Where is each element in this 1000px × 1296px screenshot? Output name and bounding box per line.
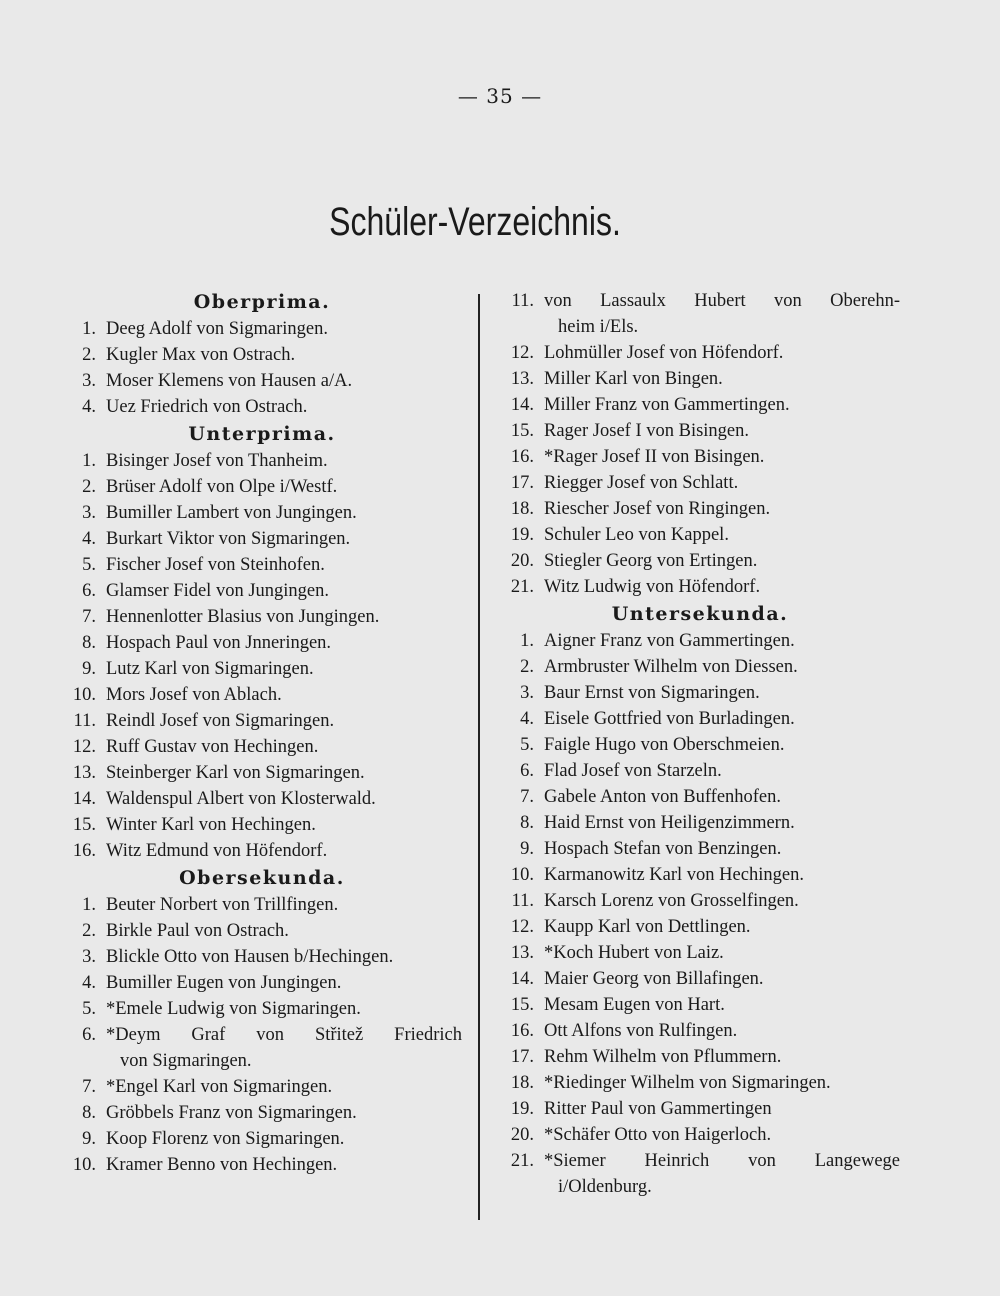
entry-text: *Koch Hubert von Laiz.: [544, 943, 724, 963]
entry-number: 2.: [520, 657, 534, 677]
entry-number: 17.: [510, 1047, 534, 1067]
column-divider: [478, 294, 480, 1220]
entry-text: Flad Josef von Starzeln.: [544, 761, 722, 781]
entry-number: 21.: [510, 577, 534, 597]
right-column: [500, 288, 900, 1200]
entry-text: Hennenlotter Blasius von Jungingen.: [106, 607, 380, 627]
list-item: [500, 366, 900, 392]
section-heading-oberprima: Oberprima.: [193, 291, 331, 313]
entry-text: Beuter Norbert von Trillfingen.: [106, 895, 339, 915]
list-item: [62, 552, 462, 578]
entry-text: Faigle Hugo von Oberschmeien.: [544, 735, 785, 755]
list-item: [62, 708, 462, 734]
entry-text: Brüser Adolf von Olpe i/Westf.: [106, 477, 338, 497]
list-item: [62, 786, 462, 812]
page-number: — 35 —: [457, 84, 543, 108]
list-item: [500, 1096, 900, 1122]
entry-text: Uez Friedrich von Ostrach.: [106, 397, 308, 417]
list-item: [62, 734, 462, 760]
entry-text: Steinberger Karl von Sigmaringen.: [106, 763, 365, 783]
entry-text: Moser Klemens von Hausen a/A.: [106, 371, 353, 391]
list-item: [500, 628, 900, 654]
list-item: [62, 368, 462, 394]
list-item: [62, 682, 462, 708]
entry-number: 3.: [520, 683, 534, 703]
list-item: [62, 578, 462, 604]
entry-number: 13.: [510, 369, 534, 389]
entry-text: Burkart Viktor von Sigmaringen.: [106, 529, 351, 549]
entry-text: Bumiller Eugen von Jungingen.: [106, 973, 342, 993]
entry-text: *Rager Josef II von Bisingen.: [544, 447, 765, 467]
entry-number: 4.: [520, 709, 534, 729]
entry-text: *Siemer Heinrich von Langewege: [544, 1151, 900, 1171]
entry-text: Witz Ludwig von Höfendorf.: [544, 577, 761, 597]
entry-number: 6.: [520, 761, 534, 781]
entry-number: 4.: [82, 973, 96, 993]
entry-number: 16.: [510, 1021, 534, 1041]
list-item: [500, 966, 900, 992]
entry-number: 5.: [520, 735, 534, 755]
list-item: [62, 630, 462, 656]
list-item: [500, 288, 900, 314]
list-item: [500, 940, 900, 966]
entry-continuation: i/Oldenburg.: [558, 1177, 652, 1197]
entry-text: Karmanowitz Karl von Hechingen.: [544, 865, 804, 885]
list-item: [62, 838, 462, 864]
entry-number: 8.: [82, 1103, 96, 1123]
entry-number: 2.: [82, 921, 96, 941]
entry-number: 11.: [73, 711, 96, 731]
list-item: [500, 732, 900, 758]
section-heading-untersekunda: Untersekunda.: [611, 603, 789, 625]
list-item: [500, 1044, 900, 1070]
entry-text: Baur Ernst von Sigmaringen.: [544, 683, 760, 703]
entry-number: 13.: [72, 763, 96, 783]
list-item: [500, 496, 900, 522]
list-item: [500, 1070, 900, 1096]
entry-text: Stiegler Georg von Ertingen.: [544, 551, 758, 571]
entry-number: 19.: [510, 1099, 534, 1119]
list-item: [500, 470, 900, 496]
entry-number: 1.: [520, 631, 534, 651]
entry-number: 12.: [510, 343, 534, 363]
entry-number: 18.: [510, 1073, 534, 1093]
list-item: [500, 522, 900, 548]
list-item: [62, 342, 462, 368]
entry-number: 5.: [82, 555, 96, 575]
entry-text: Aigner Franz von Gammertingen.: [544, 631, 795, 651]
entry-number: 14.: [72, 789, 96, 809]
entry-text: Waldenspul Albert von Klosterwald.: [106, 789, 376, 809]
entry-number: 7.: [520, 787, 534, 807]
entry-text: Schuler Leo von Kappel.: [544, 525, 729, 545]
entry-number: 14.: [510, 969, 534, 989]
entry-text: Miller Franz von Gammertingen.: [544, 395, 790, 415]
entry-text: Kugler Max von Ostrach.: [106, 345, 296, 365]
list-item: [62, 1126, 462, 1152]
list-item: [62, 526, 462, 552]
entry-text: Kramer Benno von Hechingen.: [106, 1155, 338, 1175]
entry-text: Koop Florenz von Sigmaringen.: [106, 1129, 345, 1149]
entry-number: 11.: [511, 291, 534, 311]
list-oberprima: [62, 316, 462, 420]
entry-text: Lohmüller Josef von Höfendorf.: [544, 343, 784, 363]
left-column: [62, 288, 462, 1178]
list-item: [62, 474, 462, 500]
entry-text: Witz Edmund von Höfendorf.: [106, 841, 328, 861]
list-item: [500, 340, 900, 366]
entry-text: Karsch Lorenz von Grosselfingen.: [544, 891, 799, 911]
entry-number: 20.: [510, 551, 534, 571]
entry-text: Bumiller Lambert von Jungingen.: [106, 503, 357, 523]
entry-number: 13.: [510, 943, 534, 963]
entry-number: 2.: [82, 345, 96, 365]
list-item: [62, 394, 462, 420]
list-item: [62, 604, 462, 630]
list-item: [62, 892, 462, 918]
entry-text: Gröbbels Franz von Sigmaringen.: [106, 1103, 357, 1123]
entry-text: Riegger Josef von Schlatt.: [544, 473, 739, 493]
entry-number: 1.: [82, 451, 96, 471]
entry-number: 8.: [520, 813, 534, 833]
entry-text: *Engel Karl von Sigmaringen.: [106, 1077, 333, 1097]
entry-number: 14.: [510, 395, 534, 415]
entry-number: 9.: [520, 839, 534, 859]
list-item: [500, 758, 900, 784]
list-untersekunda: [500, 628, 900, 1200]
list-item: [62, 500, 462, 526]
entry-number: 7.: [82, 1077, 96, 1097]
entry-text: Haid Ernst von Heiligenzimmern.: [544, 813, 795, 833]
entry-number: 9.: [82, 1129, 96, 1149]
entry-text: *Schäfer Otto von Haigerloch.: [544, 1125, 772, 1145]
list-item: [500, 548, 900, 574]
entry-text: Miller Karl von Bingen.: [544, 369, 723, 389]
entry-number: 4.: [82, 529, 96, 549]
list-obersekunda-continued: [500, 288, 900, 600]
list-item: [500, 680, 900, 706]
entry-number: 15.: [72, 815, 96, 835]
entry-number: 12.: [72, 737, 96, 757]
entry-text: Ruff Gustav von Hechingen.: [106, 737, 319, 757]
entry-number: 15.: [510, 995, 534, 1015]
entry-number: 7.: [82, 607, 96, 627]
entry-text: Reindl Josef von Sigmaringen.: [106, 711, 335, 731]
entry-number: 10.: [72, 685, 96, 705]
list-item: [62, 1152, 462, 1178]
entry-text: Mors Josef von Ablach.: [106, 685, 282, 705]
entry-text: Armbruster Wilhelm von Diessen.: [544, 657, 798, 677]
entry-text: *Emele Ludwig von Sigmaringen.: [106, 999, 361, 1019]
entry-number: 10.: [510, 865, 534, 885]
list-item: [500, 810, 900, 836]
entry-text: Gabele Anton von Buffenhofen.: [544, 787, 782, 807]
entry-text: Glamser Fidel von Jungingen.: [106, 581, 330, 601]
list-item: [62, 996, 462, 1022]
list-item: [500, 392, 900, 418]
entry-continuation: von Sigmaringen.: [120, 1051, 252, 1071]
entry-number: 3.: [82, 503, 96, 523]
entry-number: 3.: [82, 947, 96, 967]
entry-text: *Deym Graf von Střitež Friedrich: [106, 1025, 462, 1045]
list-item: [500, 888, 900, 914]
entry-number: 4.: [82, 397, 96, 417]
list-item: [500, 1148, 900, 1174]
list-unterprima: [62, 448, 462, 864]
list-item: [62, 1074, 462, 1100]
list-item: [62, 1100, 462, 1126]
entry-number: 20.: [510, 1125, 534, 1145]
entry-text: Riescher Josef von Ringingen.: [544, 499, 771, 519]
entry-continuation: heim i/Els.: [558, 317, 639, 337]
entry-text: Hospach Stefan von Benzingen.: [544, 839, 782, 859]
list-item: [500, 706, 900, 732]
entry-text: Birkle Paul von Ostrach.: [106, 921, 289, 941]
entry-text: Hospach Paul von Jnneringen.: [106, 633, 332, 653]
list-item: [500, 992, 900, 1018]
entry-number: 15.: [510, 421, 534, 441]
list-item: [500, 784, 900, 810]
entry-text: von Lassaulx Hubert von Oberehn-: [544, 291, 900, 311]
list-item: [500, 444, 900, 470]
list-item: [62, 448, 462, 474]
entry-number: 16.: [72, 841, 96, 861]
entry-text: Ott Alfons von Rulfingen.: [544, 1021, 738, 1041]
entry-number: 8.: [82, 633, 96, 653]
entry-number: 19.: [510, 525, 534, 545]
section-heading-obersekunda: Obersekunda.: [179, 867, 345, 889]
entry-text: Mesam Eugen von Hart.: [544, 995, 725, 1015]
list-item: [62, 812, 462, 838]
list-item: [500, 1018, 900, 1044]
list-item: [62, 1022, 462, 1048]
entry-number: 6.: [82, 581, 96, 601]
list-item: [500, 914, 900, 940]
list-item: [62, 656, 462, 682]
entry-number: 12.: [510, 917, 534, 937]
entry-text: Eisele Gottfried von Burladingen.: [544, 709, 795, 729]
entry-number: 5.: [82, 999, 96, 1019]
list-item: [500, 862, 900, 888]
list-item: [62, 760, 462, 786]
entry-text: Lutz Karl von Sigmaringen.: [106, 659, 314, 679]
entry-text: Rehm Wilhelm von Pflummern.: [544, 1047, 782, 1067]
list-item: [62, 918, 462, 944]
entry-text: Ritter Paul von Gammertingen: [544, 1099, 772, 1119]
entry-number: 2.: [82, 477, 96, 497]
entry-text: Deeg Adolf von Sigmaringen.: [106, 319, 328, 339]
section-heading-unterprima: Unterprima.: [188, 423, 336, 445]
entry-number: 1.: [82, 895, 96, 915]
entry-text: Maier Georg von Billafingen.: [544, 969, 764, 989]
entry-text: Bisinger Josef von Thanheim.: [106, 451, 328, 471]
list-item: [500, 1122, 900, 1148]
entry-number: 18.: [510, 499, 534, 519]
entry-text: Winter Karl von Hechingen.: [106, 815, 316, 835]
list-item: [62, 970, 462, 996]
entry-text: Rager Josef I von Bisingen.: [544, 421, 750, 441]
list-item: [500, 574, 900, 600]
list-obersekunda: [62, 892, 462, 1178]
entry-number: 10.: [72, 1155, 96, 1175]
list-item: [62, 944, 462, 970]
entry-number: 21.: [510, 1151, 534, 1171]
list-item: [62, 316, 462, 342]
entry-text: Fischer Josef von Steinhofen.: [106, 555, 325, 575]
entry-text: Kaupp Karl von Dettlingen.: [544, 917, 751, 937]
entry-number: 3.: [82, 371, 96, 391]
page-title: Schüler-Verzeichnis.: [329, 200, 621, 244]
entry-number: 17.: [510, 473, 534, 493]
entry-number: 11.: [511, 891, 534, 911]
entry-number: 9.: [82, 659, 96, 679]
entry-number: 16.: [510, 447, 534, 467]
list-item: [500, 654, 900, 680]
entry-number: 6.: [82, 1025, 96, 1045]
entry-text: Blickle Otto von Hausen b/Hechingen.: [106, 947, 394, 967]
entry-text: *Riedinger Wilhelm von Sigmaringen.: [544, 1073, 831, 1093]
list-item: [500, 418, 900, 444]
entry-number: 1.: [82, 319, 96, 339]
list-item: [500, 836, 900, 862]
